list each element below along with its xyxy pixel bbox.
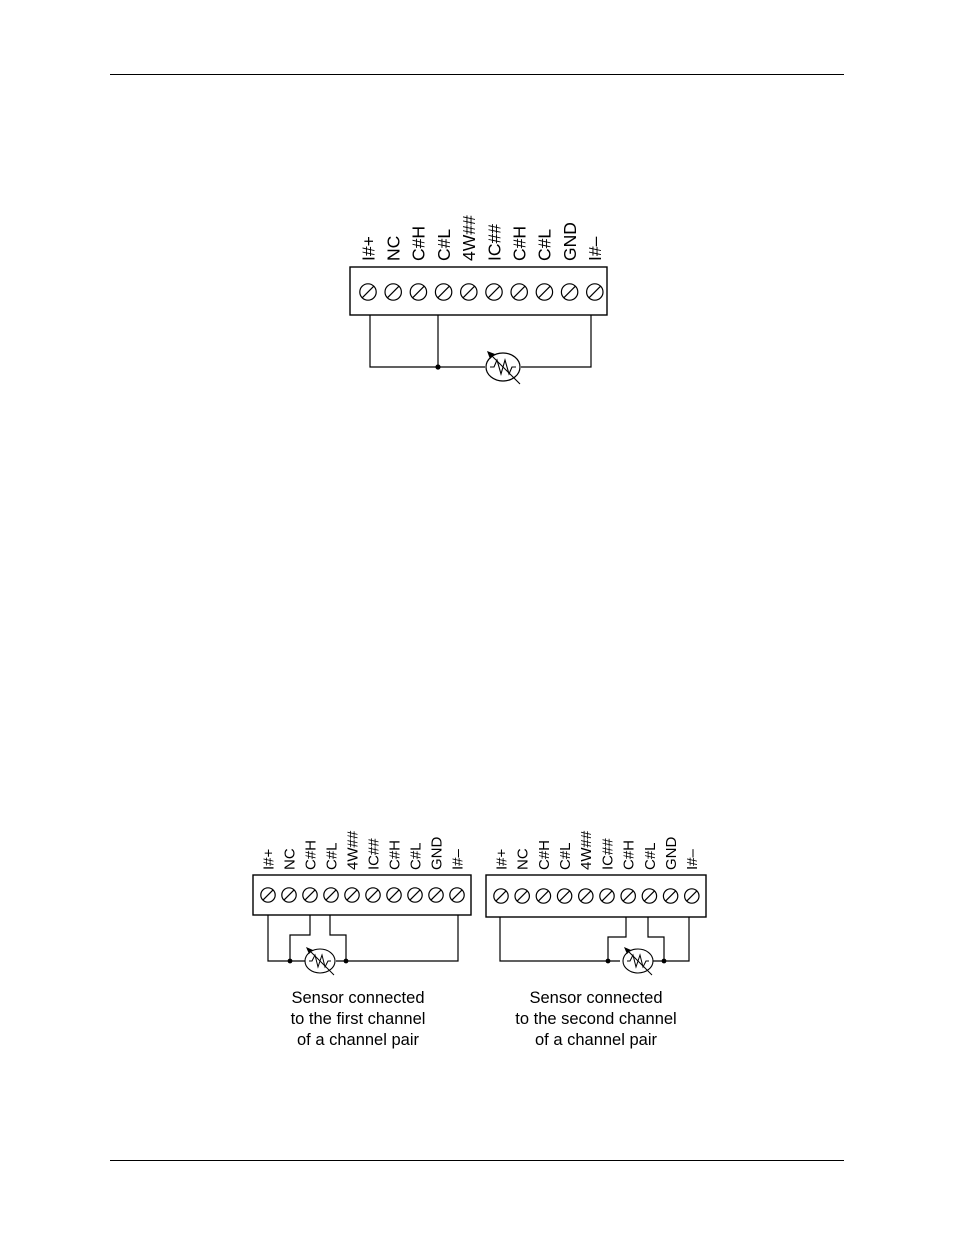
terminal-label: 4W## xyxy=(344,830,362,870)
screw-terminal-icon xyxy=(435,284,451,300)
screw-terminal-icon xyxy=(536,889,550,903)
junction-dot xyxy=(662,959,667,964)
terminal-label: NC xyxy=(514,848,532,870)
terminal-label: I#– xyxy=(449,849,467,870)
terminal-block-diagram-pair xyxy=(240,815,720,990)
terminal-block-svg xyxy=(330,195,620,385)
wiring-first-channel xyxy=(268,915,458,961)
screw-terminal-icon xyxy=(261,888,275,902)
thermistor-icon xyxy=(305,947,335,975)
terminal-label: I#+ xyxy=(260,848,278,870)
terminal-label: C#L xyxy=(557,842,574,870)
screw-terminal-icon xyxy=(385,284,401,300)
terminal-label: C#H xyxy=(509,225,530,261)
header-rule xyxy=(110,74,844,75)
thermistor-icon xyxy=(623,947,653,975)
terminal-label: C#L xyxy=(534,228,555,261)
screw-terminal-icon xyxy=(408,888,422,902)
screw-terminal-icon xyxy=(642,889,656,903)
terminal-label: I#+ xyxy=(358,236,379,261)
caption-line: of a channel pair xyxy=(296,1031,419,1049)
caption-line: Sensor connected xyxy=(529,989,663,1007)
terminal-block-pair-svg xyxy=(240,815,720,985)
terminal-label: C#L xyxy=(433,228,454,261)
wiring-second-channel xyxy=(500,917,689,961)
terminal-label: NC xyxy=(383,235,404,261)
terminal-block-diagram-single xyxy=(330,195,620,390)
screw-terminal-icon xyxy=(600,889,614,903)
terminal-label: IC## xyxy=(599,838,617,870)
caption-line: to the first channel xyxy=(290,1010,426,1028)
caption-second-channel xyxy=(486,988,706,1051)
terminal-label: C#L xyxy=(407,842,425,870)
screw-terminal-icon xyxy=(579,889,593,903)
screw-terminal-icon xyxy=(303,888,317,902)
junction-dot xyxy=(606,959,611,964)
screw-terminal-icon xyxy=(410,284,426,300)
screw-terminal-icon xyxy=(561,284,577,300)
screw-terminal-icon xyxy=(587,284,603,300)
terminal-label: C#H xyxy=(535,839,553,870)
terminal-label: C#H xyxy=(408,225,429,261)
thermistor-icon xyxy=(486,351,520,384)
terminal-label: C#H xyxy=(620,839,638,870)
terminal-label: I#– xyxy=(684,849,702,870)
junction-dot xyxy=(288,959,293,964)
caption-first-channel xyxy=(248,988,468,1051)
screw-terminal-icon xyxy=(515,889,529,903)
screw-terminal-icon xyxy=(685,889,699,903)
terminal-label: IC## xyxy=(365,838,383,870)
screw-terminal-icon xyxy=(461,284,477,300)
screw-terminal-icon xyxy=(621,889,635,903)
terminal-label: C#H xyxy=(302,839,320,870)
terminal-label: I#+ xyxy=(493,848,511,870)
terminal-label: C#L xyxy=(641,842,659,870)
terminal-label: C#H xyxy=(386,839,404,870)
screw-terminal-icon xyxy=(360,284,376,300)
terminal-label: 4W## xyxy=(459,215,480,261)
terminal-label: GND xyxy=(663,836,680,870)
terminal-label: 4W## xyxy=(578,830,596,870)
screw-terminal-icon xyxy=(429,888,443,902)
screw-terminal-icon xyxy=(282,888,296,902)
screw-terminal-icon xyxy=(663,889,677,903)
terminal-label: I#– xyxy=(585,236,606,261)
screw-terminal-icon xyxy=(557,889,571,903)
wiring xyxy=(370,315,591,367)
caption-line: Sensor connected xyxy=(291,989,425,1007)
caption-line: of a channel pair xyxy=(534,1031,657,1049)
junction-dot xyxy=(344,959,349,964)
terminal-label: NC xyxy=(281,848,299,870)
terminal-label: IC## xyxy=(484,224,505,261)
screw-terminal-icon xyxy=(511,284,527,300)
screw-terminal-icon xyxy=(324,888,338,902)
caption-line: to the second channel xyxy=(515,1010,677,1028)
screw-terminal-icon xyxy=(450,888,464,902)
screw-terminal-icon xyxy=(486,284,502,300)
screw-terminal-icon xyxy=(536,284,552,300)
junction-dot xyxy=(435,364,440,369)
screw-terminal-icon xyxy=(366,888,380,902)
footer-rule xyxy=(110,1160,844,1161)
screw-terminal-icon xyxy=(387,888,401,902)
terminal-label: C#L xyxy=(323,842,341,870)
terminal-label: GND xyxy=(428,836,446,870)
screw-terminal-icon xyxy=(494,889,508,903)
terminal-label: GND xyxy=(559,222,580,261)
screw-terminal-icon xyxy=(345,888,359,902)
